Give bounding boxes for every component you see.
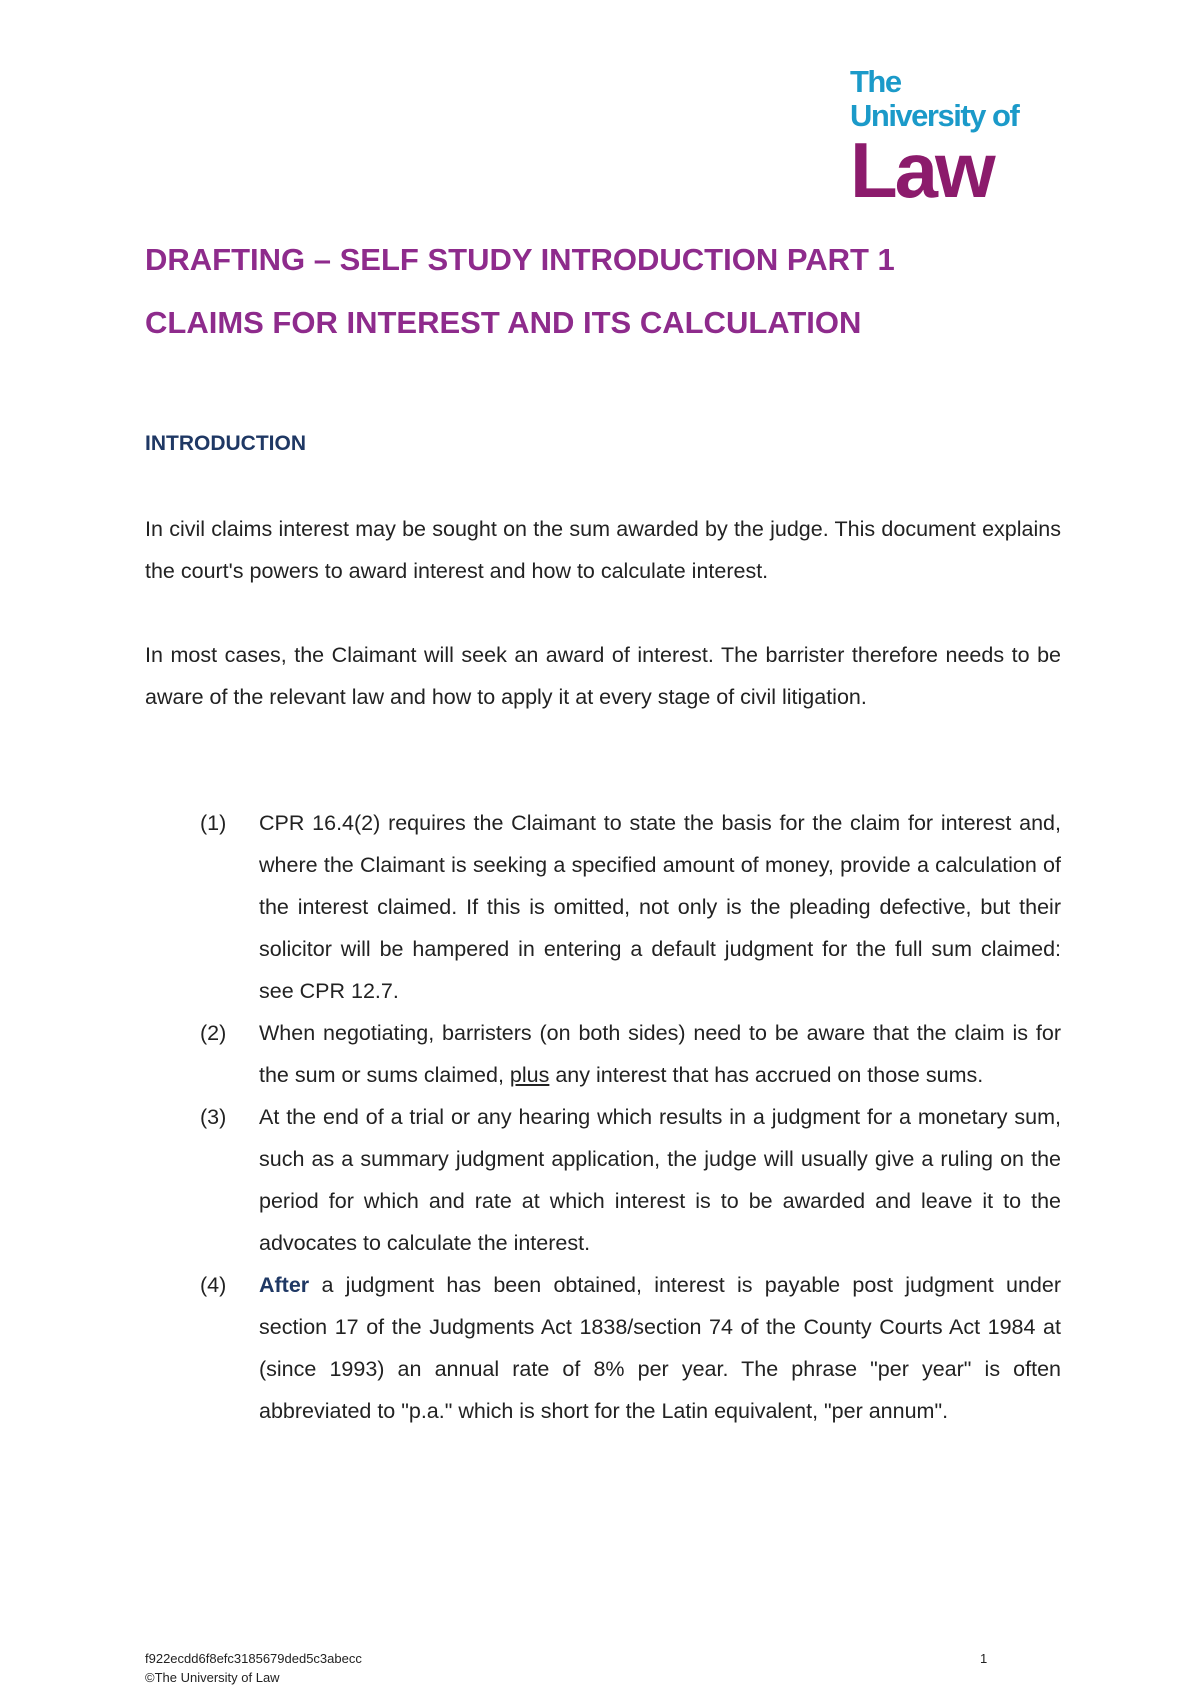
numbered-list <box>145 802 1061 1432</box>
footer-copyright: ©The University of Law <box>145 1670 280 1685</box>
list-item-number: (2) <box>200 1021 227 1045</box>
bold-after: After <box>259 1273 310 1297</box>
intro-paragraph-1: In civil claims interest may be sought on the sum awarded by the judge. This document explains the court's powers to award interest and how to calculate interest. <box>145 517 1061 583</box>
list-item-number: (3) <box>200 1105 227 1129</box>
logo-line-university-of: University of <box>850 98 1019 133</box>
section-heading-introduction: INTRODUCTION <box>145 432 306 455</box>
list-item-2 <box>145 1012 1061 1096</box>
underlined-plus: plus <box>509 1063 550 1087</box>
list-item-text: When negotiating, barristers (on both sides) need to be aware that the claim is for the sum or sums claimed, <box>259 1021 1061 1087</box>
list-item-text: CPR 16.4(2) requires the Claimant to state the basis for the claim for interest and, where the Claimant is seeking a specified amount of money, provide a calculation of the interest claimed. If this is omitted, not only is the pleading defective, but their solicitor will be hampered in entering a default judgment for the full sum claimed: see CPR 12.7. <box>259 811 1061 1003</box>
university-of-law-logo <box>850 64 1040 214</box>
document-title-line-2: CLAIMS FOR INTEREST AND ITS CALCULATION <box>145 305 862 340</box>
list-item-4 <box>145 1264 1061 1432</box>
footer-page-number: 1 <box>980 1651 988 1666</box>
logo-line-the: The <box>850 64 901 99</box>
list-item-number: (4) <box>200 1273 227 1297</box>
list-item-1 <box>145 802 1061 1012</box>
list-item-text-continued: any interest that has accrued on those sums. <box>549 1063 984 1087</box>
list-item-text: At the end of a trial or any hearing which results in a judgment for a monetary sum, such as a summary judgment application, the judge will usually give a ruling on the period for which and rate at which interest is to be awarded and leave it to the advocates to calculate the interest. <box>259 1105 1061 1255</box>
list-item-3 <box>145 1096 1061 1264</box>
list-item-text: a judgment has been obtained, interest is payable post judgment under section 17 of the Judgments Act 1838/section 74 of the County Courts Act 1984 at (since 1993) an annual rate of 8% per year. The phrase "per year" is often abbreviated to "p.a." which is short for the Latin equivalent, "per annum". <box>259 1273 1061 1423</box>
footer-document-id: f922ecdd6f8efc3185679ded5c3abecc <box>145 1651 362 1666</box>
list-item-number: (1) <box>200 811 227 835</box>
intro-paragraph-2: In most cases, the Claimant will seek an award of interest. The barrister therefore needs to be aware of the relevant law and how to apply it at every stage of civil litigation. <box>145 643 1061 709</box>
document-title-line-1: DRAFTING – SELF STUDY INTRODUCTION PART 1 <box>145 242 895 277</box>
logo-line-law: Law <box>850 126 993 214</box>
